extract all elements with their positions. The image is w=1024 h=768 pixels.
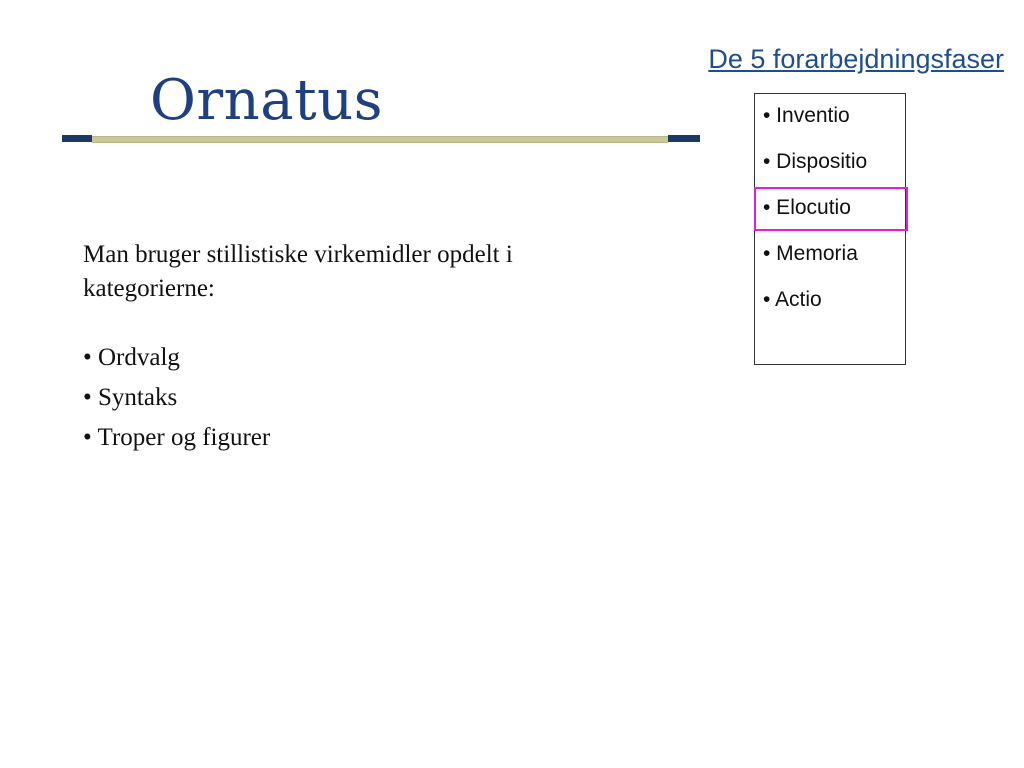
underline-right-cap <box>668 135 700 142</box>
phase-item-memoria: • Memoria <box>763 242 858 265</box>
category-item-ordvalg: • Ordvalg <box>83 344 180 371</box>
phase-item-dispositio: • Dispositio <box>763 150 868 173</box>
category-list <box>83 338 643 458</box>
phase-item-inventio: • Inventio <box>763 104 850 127</box>
underline-left-cap <box>62 135 92 142</box>
title-underline <box>62 134 700 144</box>
slide-title: Ornatus <box>150 68 383 133</box>
category-item-syntaks: • Syntaks <box>83 384 178 411</box>
category-item-troper: • Troper og figurer <box>83 424 271 451</box>
phase-item-elocutio: • Elocutio <box>763 196 851 219</box>
phases-link[interactable]: De 5 forarbejdningsfaser <box>708 44 1004 74</box>
body-text <box>83 238 643 458</box>
current-phase-highlight <box>754 187 908 231</box>
phase-item-actio: • Actio <box>763 288 822 311</box>
underline-center-bar <box>92 136 668 143</box>
body-intro: Man bruger stillistiske virkemidler opdelt i kategorierne: <box>83 241 513 302</box>
